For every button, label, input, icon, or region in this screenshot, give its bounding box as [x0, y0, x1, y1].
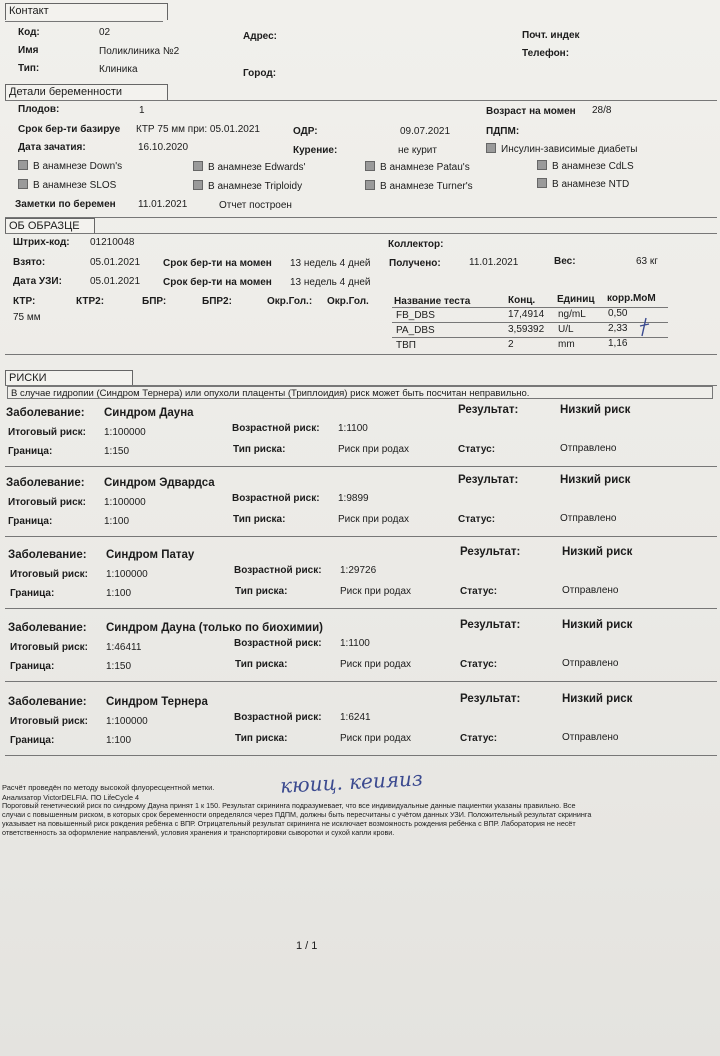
status-label: Статус:: [458, 444, 496, 455]
result-value: Низкий риск: [560, 404, 631, 416]
received-value: 11.01.2021: [469, 257, 519, 268]
history-slos-checkbox[interactable]: В анамнезе SLOS: [18, 179, 116, 191]
risk-type-label: Тип риска:: [233, 514, 286, 525]
checkbox-icon: [193, 161, 203, 171]
conception-value: 16.10.2020: [138, 142, 189, 153]
test-header-conc: Конц.: [508, 295, 536, 306]
method-note: Расчёт проведён по методу высокой флуоресцентной метки.: [2, 783, 215, 792]
test-mom: 2,33: [608, 323, 628, 334]
age-risk-value: 1:6241: [340, 712, 371, 723]
history-edwards-checkbox[interactable]: В анамнезе Edwards': [193, 161, 305, 173]
barcode-value: 01210048: [90, 237, 135, 248]
taken-value: 05.01.2021: [90, 257, 141, 268]
smoking-label: Курение:: [293, 145, 338, 156]
section-contact-header: Контакт: [5, 3, 168, 20]
checkbox-icon: [486, 143, 496, 153]
address-label: Адрес:: [243, 31, 277, 42]
age-value: 28/8: [592, 105, 612, 116]
status-value: Отправлено: [562, 732, 619, 743]
age-label: Возраст на момен: [486, 106, 576, 117]
test-conc: 2: [508, 339, 514, 350]
checkbox-icon: [537, 178, 547, 188]
collector-label: Коллектор:: [388, 239, 444, 250]
border-label: Граница:: [8, 446, 53, 457]
history-triploidy-checkbox[interactable]: В анамнезе Triploidy: [193, 180, 302, 192]
disease-name: Синдром Эдвардса: [104, 477, 215, 489]
risk-type-value: Риск при родах: [340, 733, 412, 744]
term-label: Срок бер-ти базируе: [18, 124, 121, 135]
checkbox-icon: [365, 180, 375, 190]
test-name: PA_DBS: [396, 325, 435, 336]
status-value: Отправлено: [562, 658, 619, 669]
result-label: Результат:: [458, 404, 519, 416]
checkbox-icon: [193, 180, 203, 190]
final-risk-value: 1:46411: [106, 642, 142, 653]
diabetes-checkbox[interactable]: Инсулин-зависимые диабеты: [486, 143, 637, 155]
status-label: Статус:: [460, 659, 498, 670]
uzi-value: 05.01.2021: [90, 276, 141, 287]
test-name: ТВП: [396, 340, 416, 351]
border-label: Граница:: [10, 735, 55, 746]
checkbox-icon: [18, 179, 28, 189]
result-label: Результат:: [460, 619, 521, 631]
disease-name: Синдром Дауна (только по биохимии): [106, 622, 324, 634]
section-risks-header: РИСКИ: [5, 370, 133, 386]
checkbox-icon: [365, 161, 375, 171]
disease-label: Заболевание:: [8, 696, 87, 708]
test-mom: 0,50: [608, 308, 628, 319]
name-value: Поликлиника №2: [99, 46, 180, 57]
status-label: Статус:: [460, 586, 498, 597]
age-risk-value: 1:29726: [340, 565, 377, 576]
zip-label: Почт. индек: [522, 30, 580, 41]
border-value: 1:150: [104, 446, 130, 457]
type-value: Клиника: [99, 64, 138, 75]
disease-label: Заболевание:: [8, 622, 87, 634]
status-label: Статус:: [460, 733, 498, 744]
test-unit: U/L: [558, 324, 574, 335]
border-value: 1:100: [104, 516, 130, 527]
test-conc: 3,59392: [508, 324, 545, 335]
section-sample-header: ОБ ОБРАЗЦЕ: [5, 218, 95, 234]
phone-label: Телефон:: [522, 48, 570, 59]
final-risk-value: 1:100000: [104, 427, 146, 438]
risk-type-label: Тип риска:: [233, 444, 286, 455]
history-ntd-checkbox[interactable]: В анамнезе NTD: [537, 178, 629, 190]
disclaimer-line: Пороговый генетический риск по синдрому Дауна принят 1 к 150. Результат скрининга подразумевает, что все индивидуальные данные пациентки указаны правильно. Все: [2, 801, 576, 810]
disease-name: Синдром Патау: [106, 549, 195, 561]
status-label: Статус:: [458, 514, 496, 525]
code-label: Код:: [18, 27, 40, 38]
col-bpr: БПР:: [142, 296, 167, 307]
disease-name: Синдром Тернера: [106, 696, 208, 708]
border-value: 1:100: [106, 735, 132, 746]
status-value: Отправлено: [562, 585, 619, 596]
risk-type-value: Риск при родах: [340, 586, 412, 597]
page-number: 1 / 1: [296, 940, 318, 952]
age-risk-value: 1:9899: [338, 493, 369, 504]
disclaimer-line: случаи с повышенным риском, в которых срок беременности определялся через ПДПМ, должны быть пересчитаны с учётом данных УЗИ. Положительный результат скрининга: [2, 810, 592, 819]
history-turner-checkbox[interactable]: В анамнезе Turner's: [365, 180, 473, 192]
taken-label: Взято:: [13, 257, 46, 268]
final-risk-label: Итоговый риск:: [10, 716, 88, 727]
term-at-label-1: Срок бер-ти на момен: [163, 258, 272, 269]
section-pregnancy-header: Детали беременности: [5, 84, 168, 101]
final-risk-value: 1:100000: [106, 569, 148, 580]
pdpm-label: ПДПМ:: [486, 126, 520, 137]
ktr-value: 75 мм: [13, 312, 41, 323]
fetus-value: 1: [139, 105, 145, 116]
risk-type-value: Риск при родах: [338, 444, 410, 455]
result-label: Результат:: [460, 693, 521, 705]
name-label: Имя: [18, 45, 39, 56]
test-header-mom: корр.МоМ: [607, 293, 656, 304]
final-risk-value: 1:100000: [106, 716, 148, 727]
risk-type-label: Тип риска:: [235, 659, 288, 670]
final-risk-label: Итоговый риск:: [10, 642, 88, 653]
handwritten-signature: кюиц. кеияиз: [279, 766, 424, 798]
disease-label: Заболевание:: [6, 477, 85, 489]
term-at-value-1: 13 недель 4 дней: [290, 258, 371, 269]
col-bpr2: БПР2:: [202, 296, 232, 307]
test-unit: ng/mL: [558, 309, 586, 320]
final-risk-value: 1:100000: [104, 497, 146, 508]
col-head-circ: Окр.Гол.:: [267, 296, 313, 307]
final-risk-label: Итоговый риск:: [10, 569, 88, 580]
disclaimer-line: указывает на повышенный риск рождения ребёнка с ВПР. Отрицательный результат скрининга не исключает возможность рождения ребёнка с ВПР. Лаборатория не несёт: [2, 819, 576, 828]
test-conc: 17,4914: [508, 309, 545, 320]
history-cdls-checkbox[interactable]: В анамнезе CdLS: [537, 160, 634, 172]
checkbox-icon: [537, 160, 547, 170]
result-value: Низкий риск: [560, 474, 631, 486]
disease-label: Заболевание:: [6, 407, 85, 419]
risk-type-label: Тип риска:: [235, 733, 288, 744]
border-label: Граница:: [8, 516, 53, 527]
border-value: 1:100: [106, 588, 132, 599]
age-risk-value: 1:1100: [338, 423, 368, 434]
border-label: Граница:: [10, 588, 55, 599]
notes-label: Заметки по беремен: [15, 199, 116, 210]
age-risk-label: Возрастной риск:: [234, 638, 322, 649]
test-name: FB_DBS: [396, 310, 435, 321]
risk-type-value: Риск при родах: [338, 514, 410, 525]
conception-label: Дата зачатия:: [18, 142, 86, 153]
risk-type-value: Риск при родах: [340, 659, 412, 670]
term-at-value-2: 13 недель 4 дней: [290, 277, 371, 288]
col-ktr2: КТР2:: [76, 296, 105, 307]
odr-value: 09.07.2021: [400, 126, 451, 137]
status-value: Отправлено: [560, 443, 617, 454]
result-value: Низкий риск: [562, 619, 633, 631]
type-label: Тип:: [18, 63, 40, 74]
test-mom: 1,16: [608, 338, 628, 349]
border-value: 1:150: [106, 661, 132, 672]
test-header-name: Название теста: [394, 296, 471, 307]
notes-date: 11.01.2021: [138, 199, 188, 210]
age-risk-label: Возрастной риск:: [232, 423, 320, 434]
warning-banner: В случае гидропии (Синдром Тернера) или опухоли плаценты (Триплоидия) риск может быть посчитан неправильно.: [7, 386, 713, 399]
final-risk-label: Итоговый риск:: [8, 427, 86, 438]
age-risk-label: Возрастной риск:: [234, 712, 322, 723]
report-built: Отчет построен: [219, 200, 292, 211]
weight-value: 63 кг: [636, 256, 658, 267]
result-value: Низкий риск: [562, 693, 633, 705]
border-label: Граница:: [10, 661, 55, 672]
age-risk-label: Возрастной риск:: [232, 493, 320, 504]
uzi-label: Дата УЗИ:: [13, 276, 62, 287]
result-label: Результат:: [460, 546, 521, 558]
checkbox-icon: [18, 160, 28, 170]
term-value: КТР 75 мм при: 05.01.2021: [136, 124, 260, 135]
weight-label: Вес:: [554, 256, 576, 267]
city-label: Город:: [243, 68, 277, 79]
result-value: Низкий риск: [562, 546, 633, 558]
pen-mark-icon: [636, 316, 652, 338]
test-unit: mm: [558, 339, 575, 350]
disease-label: Заболевание:: [8, 549, 87, 561]
analyzer-note: Анализатор VictorDELFIA. ПО LifeCycle 4: [2, 793, 140, 802]
history-patau-checkbox[interactable]: В анамнезе Patau's: [365, 161, 470, 173]
barcode-label: Штрих-код:: [13, 237, 70, 248]
age-risk-label: Возрастной риск:: [234, 565, 322, 576]
received-label: Получено:: [389, 258, 441, 269]
disclaimer-line: ответственность за оформление направлений, условия хранения и транспортировки сыворотки и сухой капли крови.: [2, 828, 395, 837]
col-ktr: КТР:: [13, 296, 36, 307]
disease-name: Синдром Дауна: [104, 407, 194, 419]
smoking-value: не курит: [398, 145, 437, 156]
risk-type-label: Тип риска:: [235, 586, 288, 597]
test-header-unit: Единиц: [557, 294, 595, 305]
code-value: 02: [99, 27, 111, 38]
odr-label: ОДР:: [293, 126, 318, 137]
fetus-label: Плодов:: [18, 104, 60, 115]
history-down-checkbox[interactable]: В анамнезе Down's: [18, 160, 122, 172]
status-value: Отправлено: [560, 513, 617, 524]
term-at-label-2: Срок бер-ти на момен: [163, 277, 272, 288]
result-label: Результат:: [458, 474, 519, 486]
age-risk-value: 1:1100: [340, 638, 370, 649]
final-risk-label: Итоговый риск:: [8, 497, 86, 508]
col-head-circ2: Окр.Гол.: [327, 296, 369, 307]
